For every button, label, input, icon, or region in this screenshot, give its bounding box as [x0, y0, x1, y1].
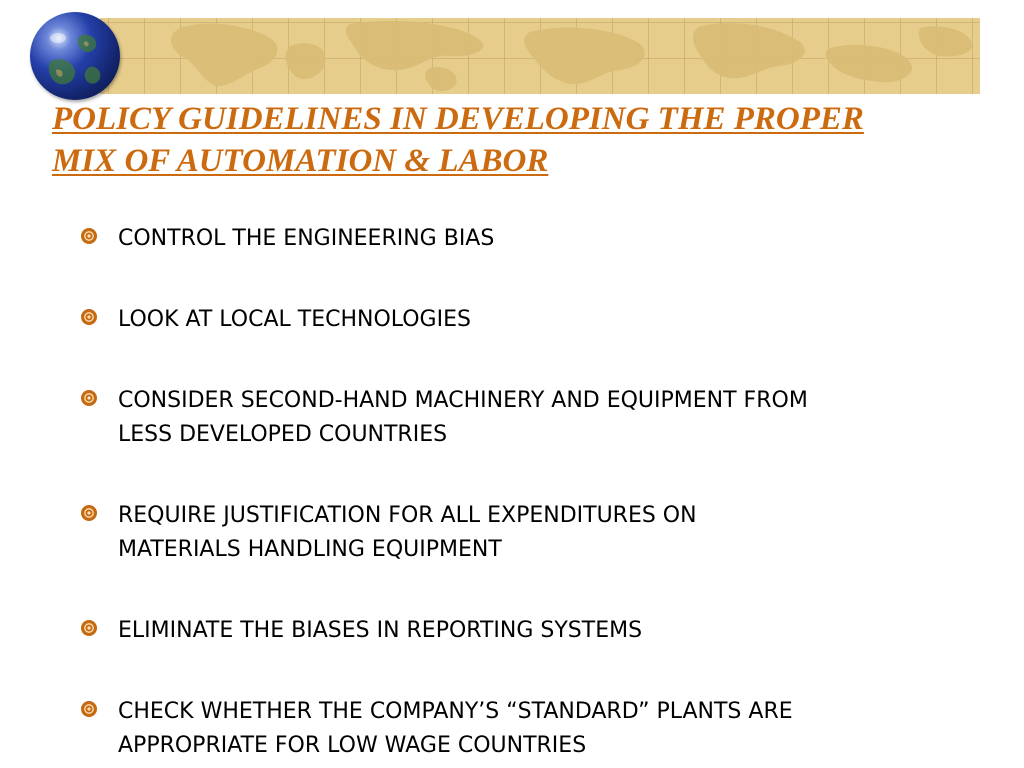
bullet-text-line-1: CHECK WHETHER THE COMPANY’S “STANDARD” PLANTS ARE	[118, 699, 793, 724]
bullet-text-line-1: CONTROL THE ENGINEERING BIAS	[118, 226, 495, 251]
bullet-item-standard-plants	[80, 695, 980, 763]
bullet-text-line-2: MATERIALS HANDLING EQUIPMENT	[118, 537, 502, 562]
slide-title-line-2: MIX OF AUTOMATION & LABOR	[52, 143, 549, 179]
slide-title	[52, 98, 992, 182]
globe-icon	[30, 12, 120, 100]
circle-bullet-icon	[80, 389, 98, 407]
world-map-banner	[100, 18, 980, 94]
circle-bullet-icon	[80, 504, 98, 522]
slide-title-line-1: POLICY GUIDELINES IN DEVELOPING THE PROPER	[52, 101, 864, 137]
bullet-list	[80, 222, 980, 768]
bullet-text-line-2: APPROPRIATE FOR LOW WAGE COUNTRIES	[118, 733, 587, 758]
world-map-continents	[100, 18, 980, 94]
bullet-text-line-1: LOOK AT LOCAL TECHNOLOGIES	[118, 307, 471, 332]
circle-bullet-icon	[80, 700, 98, 718]
bullet-item-justification-expenditures	[80, 499, 980, 567]
bullet-text-line-1: ELIMINATE THE BIASES IN REPORTING SYSTEMS	[118, 618, 643, 643]
bullet-item-second-hand-machinery	[80, 384, 980, 452]
bullet-item-eliminate-biases	[80, 614, 980, 648]
bullet-item-control-engineering-bias	[80, 222, 980, 256]
circle-bullet-icon	[80, 619, 98, 637]
globe-landmass	[30, 12, 120, 100]
circle-bullet-icon	[80, 308, 98, 326]
circle-bullet-icon	[80, 227, 98, 245]
bullet-text-line-2: LESS DEVELOPED COUNTRIES	[118, 422, 448, 447]
bullet-item-local-technologies	[80, 303, 980, 337]
bullet-text-line-1: REQUIRE JUSTIFICATION FOR ALL EXPENDITURES ON	[118, 503, 697, 528]
bullet-text-line-1: CONSIDER SECOND-HAND MACHINERY AND EQUIPMENT FROM	[118, 388, 808, 413]
